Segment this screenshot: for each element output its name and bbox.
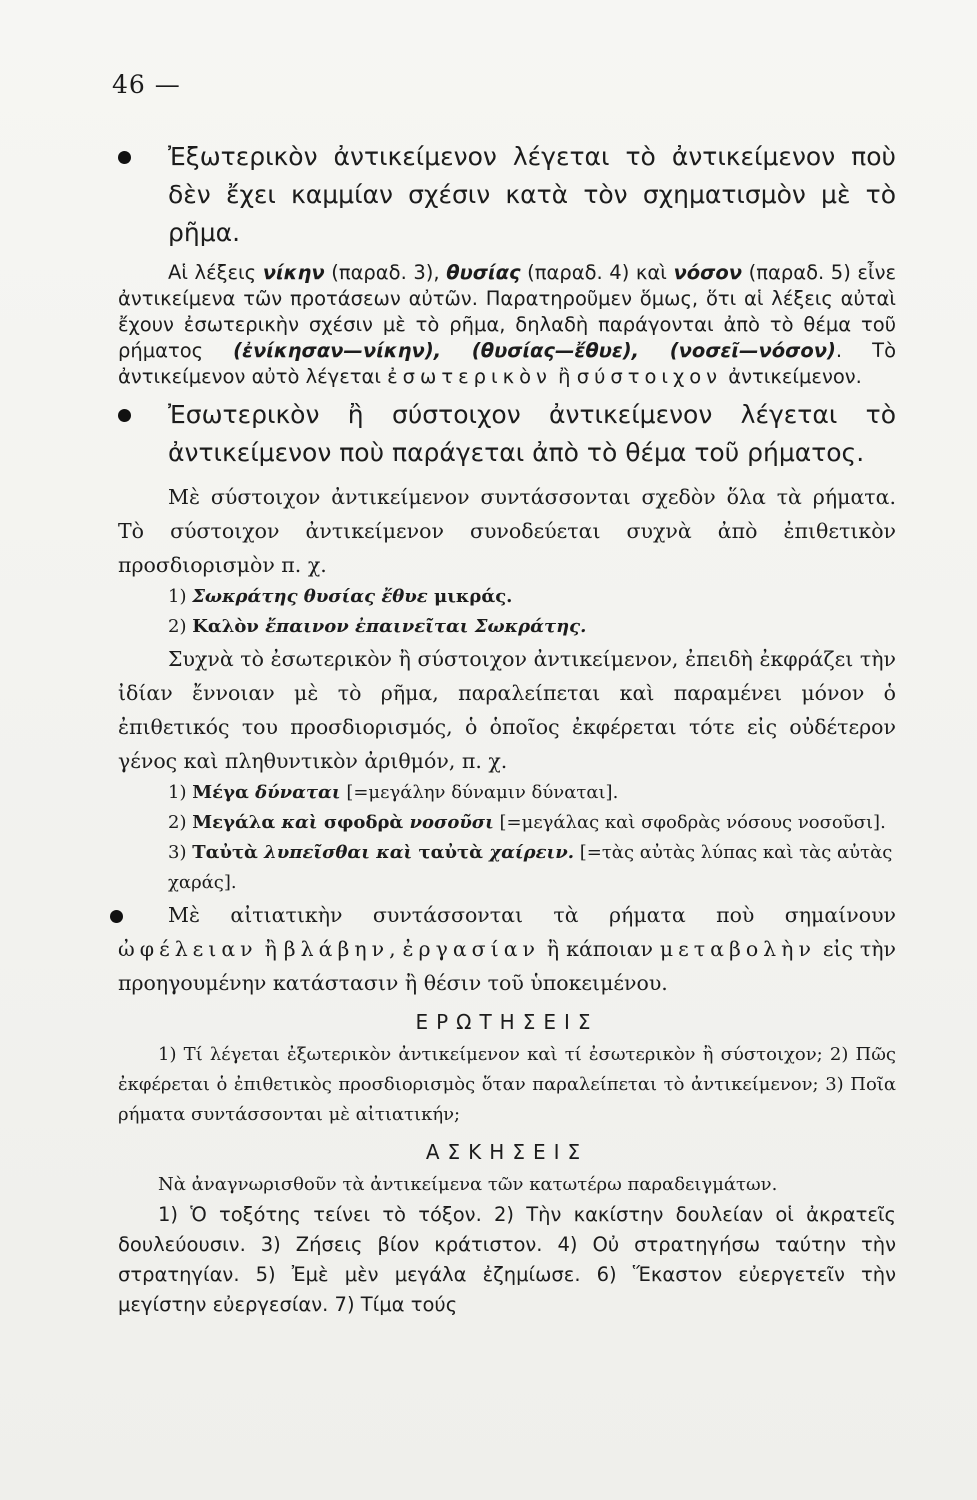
- questions-text: 1) Τί λέγεται ἐξωτερικὸν ἀντικείμενον καὶ τί ἐσωτερικὸν ἢ σύστοιχον; 2) Πῶς ἐκφέρεται ὁ ἐπιθετικὸς προσδιορισμὸς ὅταν παραλείπεται τὸ ἀντικείμενον; 3) Ποῖα ρήματα συντάσσονται μὲ αἰτιατικήν;: [118, 1044, 896, 1125]
- exercises-heading: ΑΣΚΗΣΕΙΣ: [425, 1140, 589, 1164]
- page-number: 46 —: [112, 70, 181, 99]
- example-emphasis: Μεγάλα: [192, 812, 276, 833]
- example-line: [118, 582, 896, 612]
- example-pairs: (ἐνίκησαν—νίκην), (θυσίας—ἔθυε), (νοσεῖ—νόσον): [233, 339, 836, 362]
- text-span: εἰς τὴν προηγουμένην κατάστασιν ἢ θέσιν τοῦ ὑποκειμένου.: [118, 937, 896, 995]
- example-number: 2): [168, 616, 193, 637]
- example-line: [118, 808, 896, 838]
- example-gloss: [=μεγάλας καὶ σφοδρὰς νόσους νοσοῦσι].: [493, 812, 886, 833]
- example-line: [118, 778, 896, 808]
- emphasis-word: ἐργασίαν: [402, 937, 541, 961]
- definition-text: Ἐσωτερικὸν ἢ σύστοιχον ἀντικείμενον λέγεται τὸ ἀντικείμενον ποὺ παράγεται ἀπὸ τὸ θέμα τοῦ ρήματος.: [168, 400, 896, 467]
- page-content: [118, 132, 896, 1320]
- exercises-intro: Νὰ ἀναγνωρισθοῦν τὰ ἀντικείμενα τῶν κατωτέρω παραδειγμάτων.: [158, 1174, 778, 1195]
- text-span: Μὲ αἰτιατικὴν συντάσσονται τὰ ρήματα ποὺ σημαίνουν: [168, 903, 896, 927]
- text-span: ἢ κάποιαν: [540, 937, 660, 961]
- example-line: [118, 838, 896, 898]
- bullet-icon: [110, 910, 123, 923]
- paragraph-cognate-verbs: Μὲ σύστοιχον ἀντικείμενον συντάσσονται σχεδὸν ὅλα τὰ ρήματα. Τὸ σύστοιχον ἀντικείμενον συνοδεύεται συχνὰ ἀπὸ ἐπιθετικὸν προσδιορισμὸν π. χ.: [118, 485, 896, 577]
- text-span: ἀντικείμενον.: [722, 365, 862, 388]
- example-emphasis: ταὐτὰ: [418, 842, 483, 863]
- example-line: [118, 612, 896, 642]
- example-emphasis: μικράς.: [434, 586, 513, 607]
- example-text: νοσοῦσι: [403, 812, 494, 833]
- emphasis-word: ὠφέλειαν: [118, 937, 258, 961]
- example-text: λυπεῖσθαι καὶ: [257, 842, 419, 863]
- example-text: Σωκράτης θυσίας ἔθυε: [192, 586, 435, 607]
- example-number: 3): [168, 842, 193, 863]
- questions-heading: ΕΡΩΤΗΣΕΙΣ: [415, 1010, 599, 1034]
- bullet-icon: [118, 409, 131, 422]
- bullet-icon: [118, 151, 131, 164]
- paragraph-omission: Συχνὰ τὸ ἐσωτερικὸν ἢ σύστοιχον ἀντικείμενον, ἐπειδὴ ἐκφράζει τὴν ἰδίαν ἔννοιαν μὲ τὸ ρῆμα, παραλείπεται καὶ παραμένει μόνον ὁ ἐπιθετικός του προσδιορισμός, ὁ ὁποῖος ἐκφέρεται τότε εἰς οὐδέτερον γένος καὶ πληθυντικὸν ἀριθμόν, π. χ.: [118, 647, 896, 773]
- emphasis-word: βλάβην: [283, 937, 390, 961]
- example-word: νόσον: [673, 261, 743, 284]
- example-gloss: [=μεγάλην δύναμιν δύναται].: [340, 782, 619, 803]
- example-word: θυσίας: [446, 261, 521, 284]
- example-emphasis: Καλὸν: [192, 616, 259, 637]
- text-span: (παραδ. 3),: [324, 261, 447, 284]
- emphasis-word: μεταβολὴν: [659, 937, 816, 961]
- text-span: (παραδ. 5) εἶνε ἀντικείμενα τῶν προτάσεων αὐτῶν. Παρατηροῦμεν ὅμως, ὅτι αἱ λέξεις αὐταὶ ἔχουν ἐσωτερικὴν σχέσιν μὲ τὸ ρῆμα, δηλαδὴ παράγονται ἀπὸ τὸ θέμα τοῦ ρήματος: [118, 261, 897, 362]
- example-word: νίκην: [262, 261, 325, 284]
- example-gloss: [=τὰς αὐτὰς λύπας καὶ τὰς αὐτὰς χαράς].: [168, 842, 893, 893]
- paragraph-accusative: [118, 898, 896, 1000]
- text-span: . Τὸ ἀντικείμενον αὐτὸ λέγεται: [118, 339, 897, 388]
- exercises-text: 1) Ὁ τοξότης τείνει τὸ τόξον. 2) Τὴν κακίστην δουλείαν οἱ ἀκρατεῖς δουλεύουσιν. 3) Ζήσεις βίον κράτιστον. 4) Οὐ στρατηγήσω ταύτην τὴν στρατηγίαν. 5) Ἐμὲ μὲν μεγάλα ἐζημίωσε. 6) Ἕκαστον εὐεργετεῖν τὴν μεγίστην εὐεργεσίαν. 7) Τίμα τούς: [118, 1203, 896, 1316]
- example-text: χαίρειν.: [482, 842, 575, 863]
- text-span: ,: [389, 937, 403, 961]
- example-text: ἔπαινον ἐπαινεῖται Σωκράτης.: [258, 616, 587, 637]
- example-emphasis: σφοδρὰ: [323, 812, 404, 833]
- definition-internal-object: [118, 396, 896, 472]
- paragraph-examples-explanation: [118, 260, 896, 390]
- example-emphasis: Μέγα: [192, 782, 249, 803]
- example-number: 2): [168, 812, 193, 833]
- text-span: Αἱ λέξεις: [168, 261, 263, 284]
- example-text: δύναται: [248, 782, 341, 803]
- example-text: καὶ: [275, 812, 324, 833]
- emphasis-word: ἐσωτερικὸν: [387, 365, 552, 388]
- emphasis-word: σύστοιχον: [576, 365, 723, 388]
- example-emphasis: Ταὐτὰ: [192, 842, 258, 863]
- text-span: ἢ: [551, 365, 577, 388]
- text-span: ἢ: [257, 937, 284, 961]
- example-number: 1): [168, 782, 193, 803]
- text-span: (παραδ. 4) καὶ: [520, 261, 674, 284]
- example-number: 1): [168, 586, 193, 607]
- definition-text: Ἐξωτερικὸν ἀντικείμενον λέγεται τὸ ἀντικείμενον ποὺ δὲν ἔχει καμμίαν σχέσιν κατὰ τὸν σχηματισμὸν μὲ τὸ ρῆμα.: [168, 142, 896, 247]
- definition-external-object: [118, 138, 896, 252]
